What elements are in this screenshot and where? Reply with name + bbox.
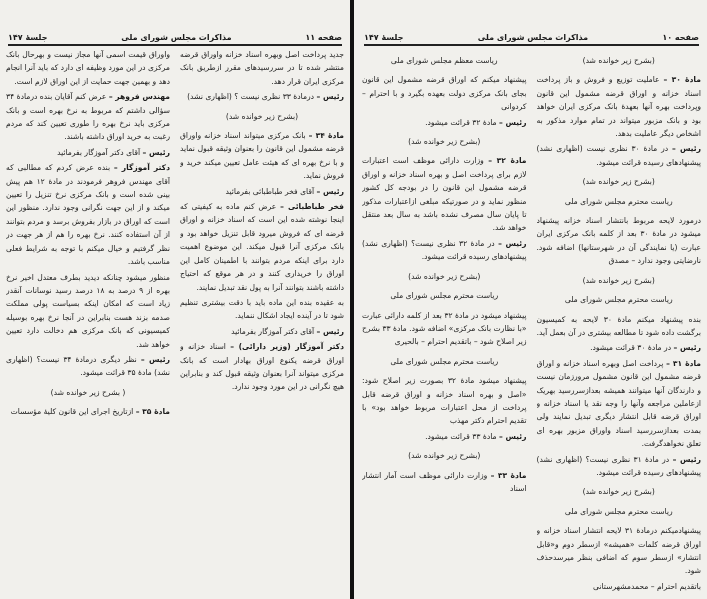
paragraph-text: پیشنهاد میشود در مادهٔ ۳۲ بعد از کلمه دارائی عبارت «با نظارت بانک مرکزی» اضافه شود. مادهٔ ۳۳ بشرح زیر اصلاح شود – باتقدیم احترام – بالحیری bbox=[362, 310, 527, 347]
paragraph-text: منظور میشود چنانکه دیدید بطرف معتدل اخیر نرخ بهره از ۹ درصد به ۱۸ درصد رسید نوسانات آنقدر زیاد است که امکان اینکه بسیاست پولی مملکت صدمه بزند هست بنابراین در آنجا نرخ بهره بوسیله کمیسیونی که بانک مرکزی هم دخالت دارد تعیین خواهد شد. bbox=[6, 272, 170, 349]
session-number: جلسهٔ ۱۴۷ bbox=[364, 33, 404, 42]
paragraph bbox=[537, 341, 702, 354]
paragraph-text: (بشرح زیر خوانده شد) bbox=[225, 111, 299, 121]
text-column bbox=[6, 48, 170, 595]
paragraph-text: اسناد خزانه و اوراق قرضه یکنوع اوراق بهادار است که بانک مرکزی میتواند آنرا بعنوان وثیقه قبول کند و بنابراین هیچ نگرانی در این مورد وجود ندارد. bbox=[180, 342, 344, 392]
paragraph-text: (بشرح زیر خوانده شد) bbox=[582, 56, 655, 65]
paragraph bbox=[180, 185, 344, 198]
speaker-or-article-heading: رئیس – bbox=[672, 144, 701, 154]
paragraph bbox=[537, 313, 702, 340]
speaker-or-article-heading: رئیس – bbox=[316, 92, 344, 102]
paragraph-text: ازتاریخ اجرای این قانون کلیهٔ مؤسسات bbox=[10, 407, 134, 417]
running-title: مذاکرات مجلس شورای ملی bbox=[121, 33, 232, 42]
running-title: مذاکرات مجلس شورای ملی bbox=[477, 33, 589, 42]
paragraph bbox=[537, 73, 702, 140]
speaker-or-article-heading: رئیس – bbox=[499, 117, 527, 127]
paragraph bbox=[362, 430, 527, 443]
text-column bbox=[537, 48, 702, 595]
paragraph bbox=[362, 154, 527, 234]
paragraph-text: ( بشرح زیر خوانده شد) bbox=[50, 387, 126, 397]
paragraph-text: آقای فخر طباطبائی بفرمائید bbox=[225, 186, 315, 196]
page-number: صفحه ۱۰ bbox=[662, 33, 699, 42]
paragraph bbox=[362, 309, 527, 349]
paragraph bbox=[537, 214, 702, 268]
speaker-or-article-heading: رئیس – bbox=[499, 431, 527, 441]
paragraph bbox=[362, 237, 527, 264]
paragraph-text: درمادهٔ ۳۳ نظری نیست ؟ (اظهاری نشد) bbox=[187, 92, 315, 102]
speaker-or-article-heading: مادهٔ ۳۳ – bbox=[490, 470, 527, 480]
centered-line bbox=[362, 135, 527, 148]
paragraph bbox=[6, 48, 170, 88]
text-columns bbox=[6, 48, 344, 595]
paragraph-text: وزارت دارائی موظف است آمار انتشار اسناد bbox=[362, 470, 527, 493]
paragraph bbox=[537, 142, 702, 169]
paragraph bbox=[362, 116, 527, 129]
paragraph-text: (بشرح زیر خوانده شد) bbox=[582, 487, 655, 497]
paragraph bbox=[537, 453, 702, 480]
page-number: صفحه ۱۱ bbox=[305, 33, 342, 42]
centered-line bbox=[362, 289, 527, 302]
paragraph-text: ریاست محترم مجلس شورای ملی bbox=[390, 291, 499, 301]
paragraph-text: باتقدیم احترام – محمدمشهرستانی bbox=[593, 581, 701, 591]
paragraph bbox=[537, 357, 702, 451]
paragraph bbox=[362, 73, 527, 113]
centered-line bbox=[537, 505, 702, 518]
speaker-or-article-heading: رئیس – bbox=[672, 454, 701, 464]
speaker-or-article-heading: رئیس – bbox=[498, 238, 527, 248]
paragraph-text: درمورد لایحه مربوط بانتشار اسناد خزانه پیشنهاد میشود در مادهٔ ۳۰ بعد از کلمه بانک مرکزی ایران عبارت (یا نمایندگی آن در شهرستانها) اضافه شود. نارضایتی وجود ندارد – مصدق bbox=[536, 216, 701, 266]
paragraph-text: آقای دکتر آموزگار بفرمائید bbox=[231, 326, 315, 336]
paragraph bbox=[180, 48, 344, 88]
centered-line bbox=[537, 293, 702, 306]
paragraph-text: مادهٔ ۳۲ قرائت میشود. bbox=[425, 117, 497, 127]
paragraph bbox=[6, 146, 170, 159]
centered-line bbox=[537, 54, 702, 67]
centered-line bbox=[537, 485, 702, 498]
paragraph-text: در مادهٔ ۳۰ نظری نیست (اظهاری نشد) پیشنهادهای رسیده قرائت میشود. bbox=[536, 144, 701, 167]
paragraph-text: پرداخت اصل وبهره اسناد خزانه و اوراق قرضه مشمول این قانون مشمول مرورزمان نیست و دارندگان آنها میتوانند همیشه بعدازسررسید بهریک ازعاملین مراجعه وآنها را وجه نقد یا اسناد خزانه و اوراق قرضه قابل انتشار دیگری تبدیل نمایند ولی بمدت بعدازسررسید اسناد واوراق مزبور بهره ای تعلق نخواهدگرفت. bbox=[536, 358, 701, 449]
speaker-or-article-heading: مهندس فروهر – bbox=[108, 92, 170, 102]
speaker-or-article-heading: مادهٔ ۳۲ – bbox=[488, 156, 527, 166]
paragraph-text: (بشرح زیر خوانده شد) bbox=[408, 137, 481, 147]
paragraph-text: ریاست محترم مجلس شورای ملی bbox=[390, 356, 499, 366]
paragraph bbox=[180, 340, 344, 394]
speaker-or-article-heading: رئیس – bbox=[140, 354, 170, 364]
paragraph-text: (بشرح زیر خوانده شد) bbox=[408, 451, 481, 461]
paragraph bbox=[6, 90, 170, 144]
paragraph-text: (بشرح زیر خوانده شد) bbox=[582, 177, 655, 187]
paragraph bbox=[537, 524, 702, 578]
centered-line bbox=[362, 355, 527, 368]
speaker-or-article-heading: مادهٔ ۳۰ – bbox=[663, 75, 701, 85]
paragraph bbox=[180, 296, 344, 323]
paragraph-text: (بشرح زیر خوانده شد) bbox=[408, 271, 481, 281]
paragraph-text: بنده پیشنهاد میکنم مادهٔ ۳۰ لایحه به کمیسیون برگشت داده شود تا مطالعه بیشتری در آن بعمل آید. bbox=[536, 314, 701, 337]
text-column bbox=[362, 48, 527, 595]
speaker-or-article-heading: مادهٔ ۳۱ – bbox=[666, 358, 701, 368]
paragraph-text: در مادهٔ ۳۱ نظری نیست؟ (اظهاری نشد) پیشنهادهای رسیده قرائت میشود. bbox=[536, 454, 701, 477]
paragraph-text: وزارت دارائی موظف است اعتبارات لازم برای پرداخت اصل و بهره اسناد خزانه و اوراق قرضه مشمول این قانون را در بودجه کل کشور منظور نماید و در صورتیکه مبلغی ازاعتبارات مذکور تا پایان سال مصرف نشده باشد به سال بعد منتقل خواهد شد. bbox=[362, 156, 527, 233]
paragraph-text: پیشنهاد میشود مادهٔ ۳۲ بصورت زیر اصلاح شود: «اصل و بهره اسناد خزانه و اوراق قرضه قابل پرداخت از محل اعتبارات مربوط خواهد بود» با تقدیم احترام دکتر مهذب bbox=[362, 376, 527, 426]
paragraph bbox=[537, 580, 702, 593]
page-gutter-divider bbox=[350, 0, 354, 599]
paragraph bbox=[6, 353, 170, 380]
speaker-or-article-heading: رئیس – bbox=[316, 326, 344, 336]
speaker-or-article-heading: دکتر آموزگار – bbox=[113, 163, 170, 173]
paragraph-text: ریاست محترم مجلس شورای ملی bbox=[564, 196, 673, 206]
paragraph-text: ریاست محترم مجلس شورای ملی bbox=[564, 506, 673, 516]
speaker-or-article-heading: رئیس – bbox=[142, 147, 170, 157]
paragraph-text: ریاست محترم مجلس شورای ملی bbox=[564, 295, 673, 305]
paragraph bbox=[362, 374, 527, 428]
paragraph-text: بنده عرض کردم که مطالبی که آقای مهندس فروهر فرمودند در مادهٔ ۱۲ هم پیش بینی شده است و بانک مرکزی نرخ تنزیل را تعیین میکند و از این جهت نگرانی وجود ندارد. منظور این است که اوراق در بازار بفروش برسد و مردم بتوانند از آن استفاده کنند. نرخ بهره را هم از هر جهت در نظر گرفتیم و خیال میکنم با توجه به شرایط فعلی مناسب باشد. bbox=[6, 163, 170, 267]
paragraph bbox=[180, 200, 344, 294]
speaker-or-article-heading: مادهٔ ۳۴ – bbox=[308, 131, 344, 141]
paragraph-text: (بشرح زیر خوانده شد) bbox=[582, 275, 655, 285]
speaker-or-article-heading: رئیس – bbox=[673, 343, 701, 353]
paragraph-text: در مادهٔ ۳۲ نظری نیست؟ (اظهاری نشد) پیشنهادهای رسیده قرائت میشود. bbox=[362, 238, 527, 262]
paragraph-text: عاملیت توزیع و فروش و باز پرداخت اسناد خزانه و اوراق قرضه مشمول این قانون وپرداخت بهره آنها بعهدهٔ بانک مرکزی ایران خواهد بود و بانک مزبور میتواند در تمام موارد مذکور به اشخاص دیگر عاملیت بدهد. bbox=[536, 75, 701, 139]
paragraph-text: عرض کنم آقایان بنده درمادهٔ ۳۴ سؤالی داشتم که مربوط به نرخ بهره است و بانک مرکزی باید نرخ بهره را طوری تعیین کند که مردم رغبت به خرید اوراق داشته باشند. bbox=[6, 92, 170, 142]
page-header bbox=[364, 26, 699, 46]
centered-line bbox=[180, 110, 344, 123]
centered-line bbox=[537, 274, 702, 287]
speaker-or-article-heading: رئیس – bbox=[316, 186, 344, 196]
centered-line bbox=[6, 386, 170, 399]
speaker-or-article-heading: مادهٔ ۳۵ – bbox=[135, 407, 170, 417]
speaker-or-article-heading: فخر طباطبائی – bbox=[280, 202, 344, 212]
paragraph bbox=[180, 325, 344, 338]
paragraph-text: به عقیده بنده این ماده باید با دقت بیشتری تنظیم شود تا در آینده ایجاد اشکال ننماید. bbox=[180, 297, 344, 321]
paragraph bbox=[6, 405, 170, 418]
centered-line bbox=[537, 195, 702, 208]
speaker-or-article-heading: دکتر آموزگار (وزیر دارائی) – bbox=[230, 342, 344, 352]
session-number: جلسهٔ ۱۴۷ bbox=[8, 33, 48, 42]
paragraph-text: در مادهٔ ۳۰ قرائت میشود. bbox=[590, 343, 672, 353]
centered-line bbox=[362, 54, 527, 67]
paragraph-text: ریاست معظم مجلس شورای ملی bbox=[390, 56, 498, 65]
paragraph bbox=[180, 90, 344, 103]
page-header bbox=[8, 26, 342, 46]
paragraph-text: مادهٔ ۳۳ قرائت میشود. bbox=[425, 431, 497, 441]
paragraph bbox=[362, 469, 527, 496]
paragraph-text: پیشنهادمیکنم درمادهٔ ۳۱ لایحه انتشار اسناد خزانه و اوراق قرضه کلمات «همیشه» ازسطر دوم و«قابل انتشار» ازسطر سوم که اضافی بنظر میرسدحذف شود. bbox=[536, 526, 701, 576]
centered-line bbox=[362, 449, 527, 462]
paragraph bbox=[180, 129, 344, 183]
centered-line bbox=[537, 175, 702, 188]
paragraph-text: بانک مرکزی میتواند اسناد خزانه واوراق قرضه مشمول این قانون را بعنوان وثیقه قبول نماید و با نرخ بهره ای که هیئت عامل تعیین میکند خرید و فروش نماید. bbox=[180, 131, 344, 181]
text-column bbox=[180, 48, 344, 595]
text-columns bbox=[362, 48, 701, 595]
paragraph bbox=[6, 161, 170, 268]
paragraph-text: نظر دیگری درمادهٔ ۳۴ نیست؟ (اظهاری نشد) مادهٔ ۳۵ قرائت میشود. bbox=[6, 354, 170, 378]
page-10 bbox=[356, 0, 707, 599]
page-11 bbox=[0, 0, 350, 599]
paragraph-text: پیشنهاد میکنم که اوراق قرضه مشمول این قانون بجای بانک مرکزی دولت بعهده بگیرد و با احترام – کردوانی bbox=[362, 75, 527, 112]
paragraph-text: واوراق قیمت اسمی آنها مجاز نیست و بهرحال بانک مرکزی در این مورد وظیفه ای دارد که باید آنرا انجام دهد و بهمین جهت حمایت از این اوراق لازم است. bbox=[6, 50, 170, 86]
paragraph-text: جدید پرداخت اصل وبهره اسناد خزانه واوراق قرضه منتشر شده تا در سررسیدهای مقرر ازطریق بانک مرکزی ایران قرار دهد. bbox=[180, 50, 344, 86]
paragraph bbox=[6, 271, 170, 351]
paragraph-text: عرض کنم ماده به کیفیتی که اینجا نوشته شده این است که اسناد خزانه و اوراق قرضه ای که فروش میرود قابل تنزیل خواهد بود و بانک مرکزی آنرا قبول میکند. این موضوع اهمیت دارد برای اینکه مردم بتوانند با اطمینان کامل این اوراق را خریداری کنند و در هر موقع که احتیاج داشته باشند بتوانند آنرا به پول نقد تبدیل نمایند. bbox=[180, 202, 344, 292]
centered-line bbox=[362, 270, 527, 283]
paragraph-text: آقای دکتر آموزگار بفرمائید bbox=[57, 147, 141, 157]
